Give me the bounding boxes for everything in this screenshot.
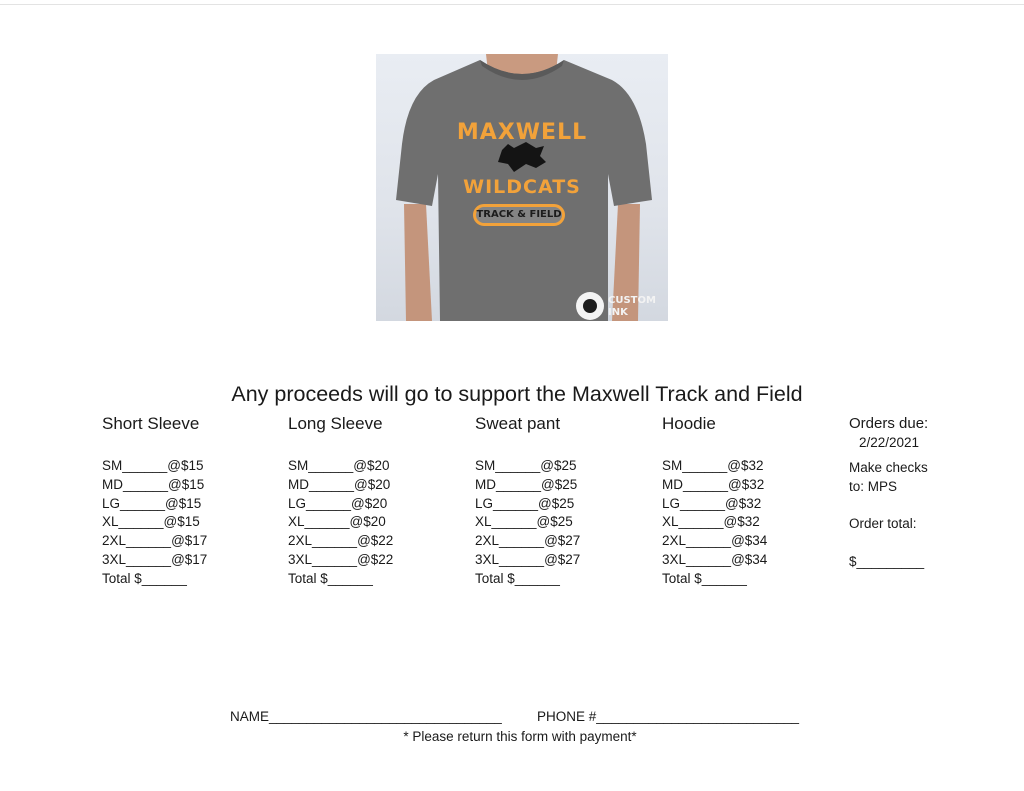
size-line: LG______@$25 — [475, 495, 575, 511]
shirt-print-track-field: TRACK & FIELD — [473, 204, 565, 226]
brand-watermark: CUSTOM INK — [608, 295, 656, 318]
size-line: LG______@$20 — [288, 495, 388, 511]
order-total-label: Order total: — [849, 516, 917, 532]
column-total: Total $______ — [288, 570, 373, 586]
orders-due-label: Orders due: — [849, 415, 929, 432]
order-total-blank: $_________ — [849, 553, 925, 569]
column-title: Short Sleeve — [102, 414, 200, 433]
size-line: 2XL______@$34 — [662, 533, 768, 549]
size-line: XL______@$15 — [102, 514, 200, 530]
size-line: SM______@$32 — [662, 458, 764, 473]
column-title: Hoodie — [662, 414, 716, 433]
column-total: Total $______ — [662, 570, 747, 586]
orders-due-date: 2/22/2021 — [859, 435, 920, 450]
page-top-rule — [0, 4, 1024, 5]
name-field: NAME_______________________________ — [230, 709, 502, 724]
shirt-print-maxwell: MAXWELL — [456, 120, 588, 145]
column-title: Long Sleeve — [288, 414, 383, 433]
size-line: 3XL______@$34 — [662, 551, 768, 567]
order-info — [849, 414, 928, 572]
size-line: XL______@$20 — [288, 514, 386, 530]
size-line: 3XL______@$22 — [288, 551, 394, 567]
size-line: MD______@$25 — [475, 476, 578, 492]
column-short-sleeve — [102, 414, 207, 589]
column-long-sleeve — [288, 414, 393, 589]
size-line: LG______@$32 — [662, 495, 762, 511]
size-line: 2XL______@$17 — [102, 533, 208, 549]
size-line: 2XL______@$27 — [475, 533, 581, 549]
size-line: MD______@$32 — [662, 476, 765, 492]
size-line: 2XL______@$22 — [288, 533, 394, 549]
phone-field: PHONE #___________________________ — [537, 709, 799, 724]
size-line: SM______@$25 — [475, 458, 577, 473]
size-line: MD______@$15 — [102, 476, 205, 492]
size-line: XL______@$25 — [475, 514, 573, 530]
size-line: SM______@$15 — [102, 458, 204, 473]
size-line: 3XL______@$27 — [475, 551, 581, 567]
column-title: Sweat pant — [475, 414, 561, 433]
column-total: Total $______ — [102, 570, 187, 586]
return-note: * Please return this form with payment* — [403, 729, 637, 744]
column-sweat-pant — [475, 414, 580, 589]
tshirt-photo — [376, 54, 668, 321]
column-hoodie — [662, 414, 767, 589]
size-line: LG______@$15 — [102, 495, 202, 511]
column-total: Total $______ — [475, 570, 560, 586]
checks-line-1: Make checks — [849, 460, 928, 475]
size-line: MD______@$20 — [288, 476, 391, 492]
size-line: XL______@$32 — [662, 514, 760, 530]
left-arm-shape — [404, 204, 432, 321]
headline: Any proceeds will go to support the Maxwell Track and Field — [231, 382, 803, 406]
size-line: 3XL______@$17 — [102, 551, 208, 567]
size-line: SM______@$20 — [288, 458, 390, 473]
shirt-print-wildcats: WILDCATS — [463, 176, 581, 198]
checks-line-2: to: MPS — [849, 478, 898, 494]
